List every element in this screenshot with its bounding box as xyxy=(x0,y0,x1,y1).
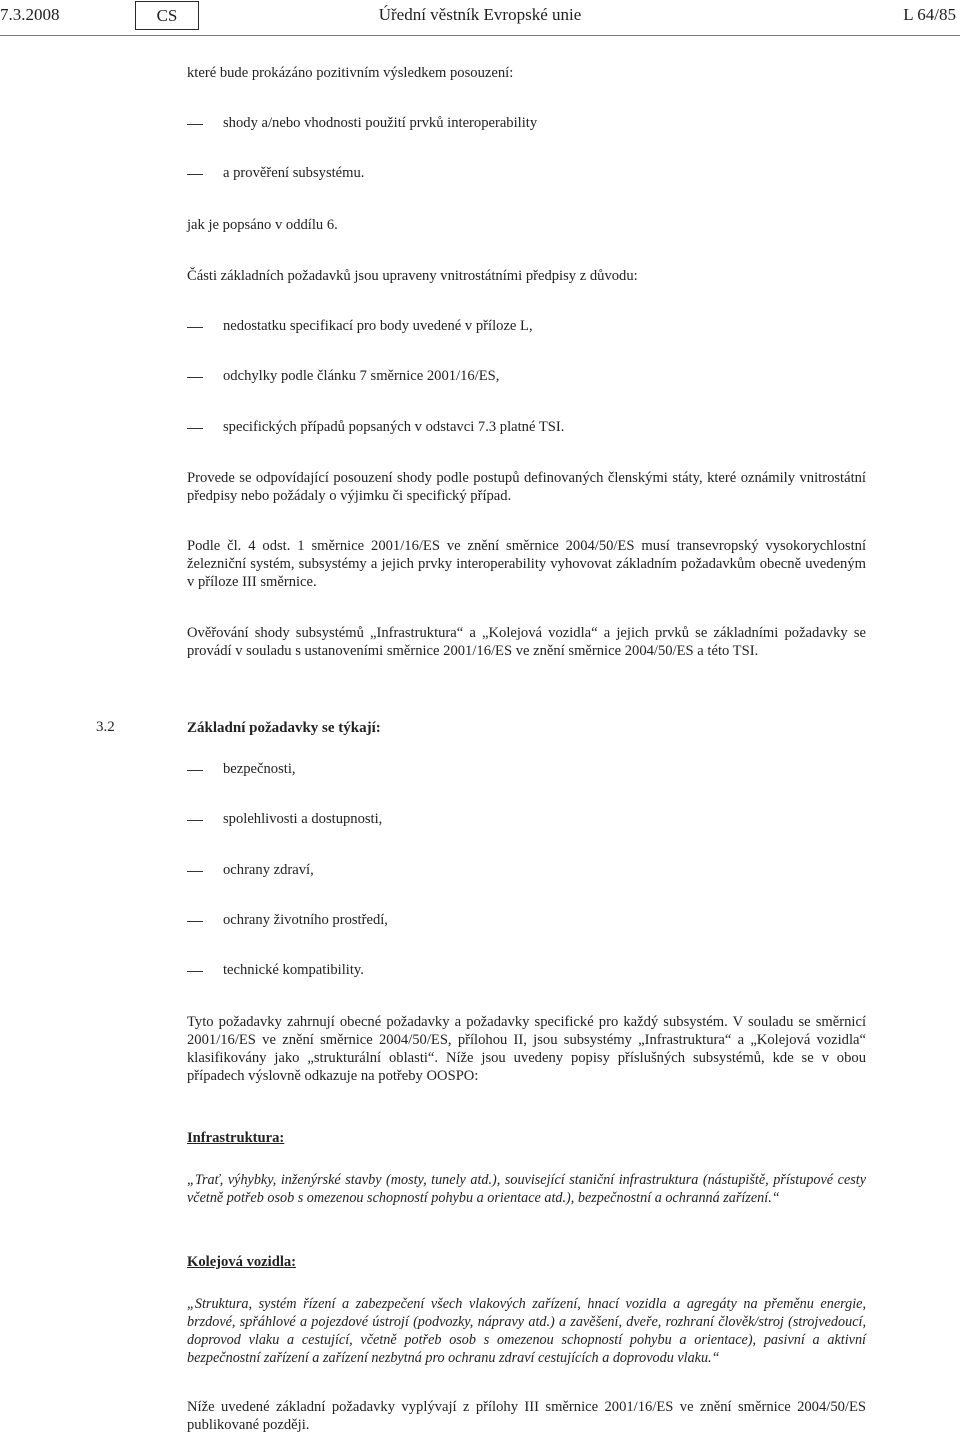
list-dash xyxy=(187,124,203,125)
page-number: L 64/85 xyxy=(903,5,956,24)
subheading-rolling-stock: Kolejová vozidla: xyxy=(187,1254,297,1270)
header-date: 7.3.2008 xyxy=(0,5,60,24)
paragraph: Ověřování shody subsystémů „Infrastruktura“ a „Kolejová vozidla“ a jejich prvků se základními požadavky se provádí v souladu s ustanoveními směrnice 2001/16/ES ve znění směrnice 2004/50/ES a této TSI. xyxy=(187,625,866,659)
journal-title: Úřední věstník Evropské unie xyxy=(378,5,582,24)
page-header xyxy=(0,0,960,32)
quote-infrastructure: „Trať, výhybky, inženýrské stavby (mosty, tunely atd.), související staniční infrastruktura (nástupiště, přístupové cesty včetně potřeb osob s omezenou schopností pohybu a orientace atd.), bezpečnostní a ochranná zařízení.“ xyxy=(187,1172,866,1206)
list-item: ochrany životního prostředí, xyxy=(223,912,388,928)
list-dash xyxy=(187,428,203,429)
paragraph: jak je popsáno v oddílu 6. xyxy=(187,217,338,233)
subheading-infrastructure: Infrastruktura: xyxy=(187,1130,285,1146)
list-dash xyxy=(187,174,203,175)
list-dash xyxy=(187,327,203,328)
paragraph: Části základních požadavků jsou upraveny vnitrostátními předpisy z důvodu: xyxy=(187,268,638,284)
quote-rolling-stock: „Struktura, systém řízení a zabezpečení všech vlakových zařízení, hnací vozidla a agregáty na přeměnu energie, brzdové, spřáhlové a pojezdové ústrojí (podvozky, nápravy atd.) a zavěšení, dveře, rozhraní člověk/stroj (strojvedoucí, doprovod vlaku a cestující, včetně potřeb osob s omezenou schopností pohybu a orientace), pasivní a aktivní bezpečnostní zařízení a zařízení nezbytná pro ochranu zdraví cestujících a doprovodu vlaku.“ xyxy=(187,1296,866,1366)
list-item: bezpečnosti, xyxy=(223,761,296,777)
header-rule xyxy=(0,35,960,36)
section-number: 3.2 xyxy=(96,719,115,735)
list-item: a prověření subsystému. xyxy=(223,165,365,181)
list-dash xyxy=(187,871,203,872)
paragraph: Níže uvedené základní požadavky vyplývají z přílohy III směrnice 2001/16/ES ve znění směrnice 2004/50/ES publikované později. xyxy=(187,1399,866,1433)
paragraph: Podle čl. 4 odst. 1 směrnice 2001/16/ES ve znění směrnice 2004/50/ES musí transevropský vysokorychlostní železniční systém, subsystémy a jejich prvky interoperability vyhovovat základním požadavkům obecně uvedeným v příloze III směrnice. xyxy=(187,538,866,590)
list-dash xyxy=(187,820,203,821)
list-dash xyxy=(187,921,203,922)
list-item: technické kompatibility. xyxy=(223,962,364,978)
paragraph: Provede se odpovídající posouzení shody podle postupů definovaných členskými státy, které oznámily vnitrostátní předpisy nebo požádaly o výjimku či specifický případ. xyxy=(187,470,866,504)
list-item: ochrany zdraví, xyxy=(223,862,314,878)
language-code-box: CS xyxy=(135,1,199,30)
list-item: spolehlivosti a dostupnosti, xyxy=(223,811,383,827)
list-dash xyxy=(187,971,203,972)
section-title: Základní požadavky se týkají: xyxy=(187,720,381,736)
list-dash xyxy=(187,770,203,771)
list-item: odchylky podle článku 7 směrnice 2001/16/ES, xyxy=(223,368,500,384)
intro-text: které bude prokázáno pozitivním výsledkem posouzení: xyxy=(187,65,514,81)
list-dash xyxy=(187,377,203,378)
list-item: nedostatku specifikací pro body uvedené v příloze L, xyxy=(223,318,533,334)
paragraph: Tyto požadavky zahrnují obecné požadavky a požadavky specifické pro každý subsystém. V souladu se směrnicí 2001/16/ES ve znění směrnice 2004/50/ES, přílohou II, jsou subsystémy „Infrastruktura“ a „Kolejová vozidla“ klasifikovány jako „strukturální oblasti“. Níže jsou uvedeny popisy příslušných subsystémů, kde se v obou případech výslovně odkazuje na potřeby OOSPO: xyxy=(187,1014,866,1084)
list-item: shody a/nebo vhodnosti použití prvků interoperability xyxy=(223,115,538,131)
list-item: specifických případů popsaných v odstavci 7.3 platné TSI. xyxy=(223,419,565,435)
